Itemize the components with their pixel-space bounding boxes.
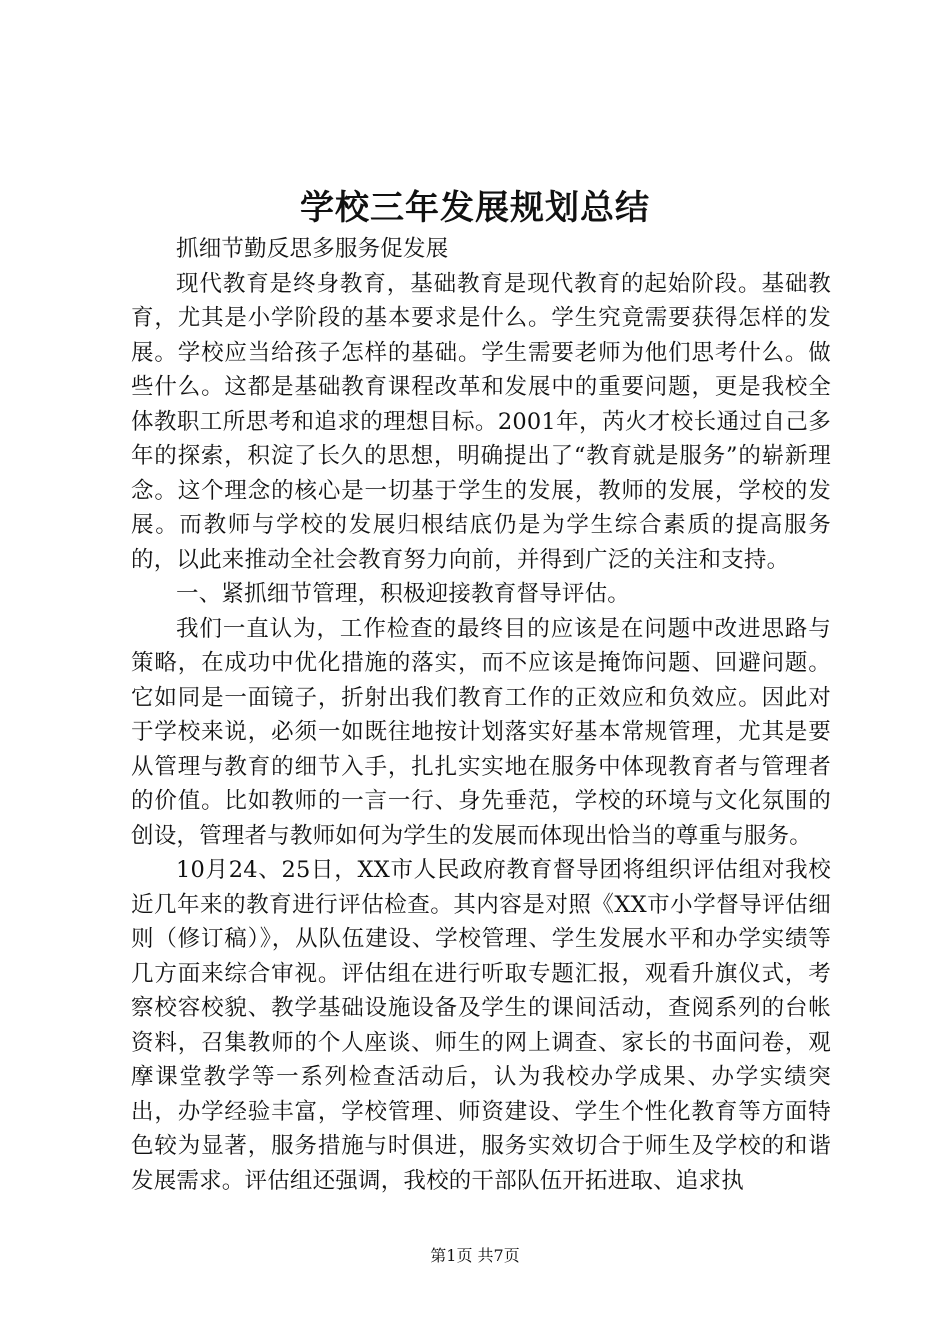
document-body bbox=[131, 232, 831, 1198]
body-paragraph-evaluation: 10月24、25日，XX市人民政府教育督导团将组织评估组对我校近几年来的教育进行评估检查。其内容是对照《XX市小学督导评估细则（修订稿）》，从队伍建设、学校管理、学生发展水平和办学实绩等几方面来综合审视。评估组在进行听取专题汇报，观看升旗仪式，考察校容校貌、教学基础设施设备及学生的课间活动，查阅系列的台帐资料，召集教师的个人座谈、师生的网上调查、家长的书面问卷，观摩课堂教学等一系列检查活动后，认为我校办学成果、办学实绩突出，办学经验丰富，学校管理、师资建设、学生个性化教育等方面特色较为显著，服务措施与时俱进，服务实效切合于师生及学校的和谐发展需求。评估组还强调，我校的干部队伍开拓进取、追求执 bbox=[131, 857, 831, 1194]
body-paragraph-intro: 现代教育是终身教育，基础教育是现代教育的起始阶段。基础教育，尤其是小学阶段的基本要求是什么。学生究竟需要获得怎样的发展。学校应当给孩子怎样的基础。学生需要老师为他们思考什么。做些什么。这都是基础教育课程改革和发展中的重要问题，更是我校全体教职工所思考和追求的理想目标。2001年，芮火才校长通过自己多年的探索，积淀了长久的思想，明确提出了“教育就是服务”的崭新理念。这个理念的核心是一切基于学生的发展，教师的发展，学校的发展。而教师与学校的发展归根结底仍是为学生综合素质的提高服务的，以此来推动全社会教育努力向前，并得到广泛的关注和支持。 bbox=[131, 270, 831, 573]
document-title: 学校三年发展规划总结 bbox=[300, 188, 650, 228]
page-number-footer: 第1页 共7页 bbox=[430, 1246, 520, 1265]
subtitle-paragraph: 抓细节勤反思多服务促发展 bbox=[176, 236, 449, 262]
section-heading-1: 一、紧抓细节管理，积极迎接教育督导评估。 bbox=[176, 581, 631, 607]
body-paragraph-management: 我们一直认为，工作检查的最终目的应该是在问题中改进思路与策略，在成功中优化措施的落实，而不应该是掩饰问题、回避问题。它如同是一面镜子，折射出我们教育工作的正效应和负效应。因此对于学校来说，必须一如既往地按计划落实好基本常规管理，尤其是要从管理与教育的细节入手，扎扎实实地在服务中体现教育者与管理者的价值。比如教师的一言一行、身先垂范，学校的环境与文化氛围的创设，管理者与教师如何为学生的发展而体现出恰当的尊重与服务。 bbox=[131, 615, 831, 849]
